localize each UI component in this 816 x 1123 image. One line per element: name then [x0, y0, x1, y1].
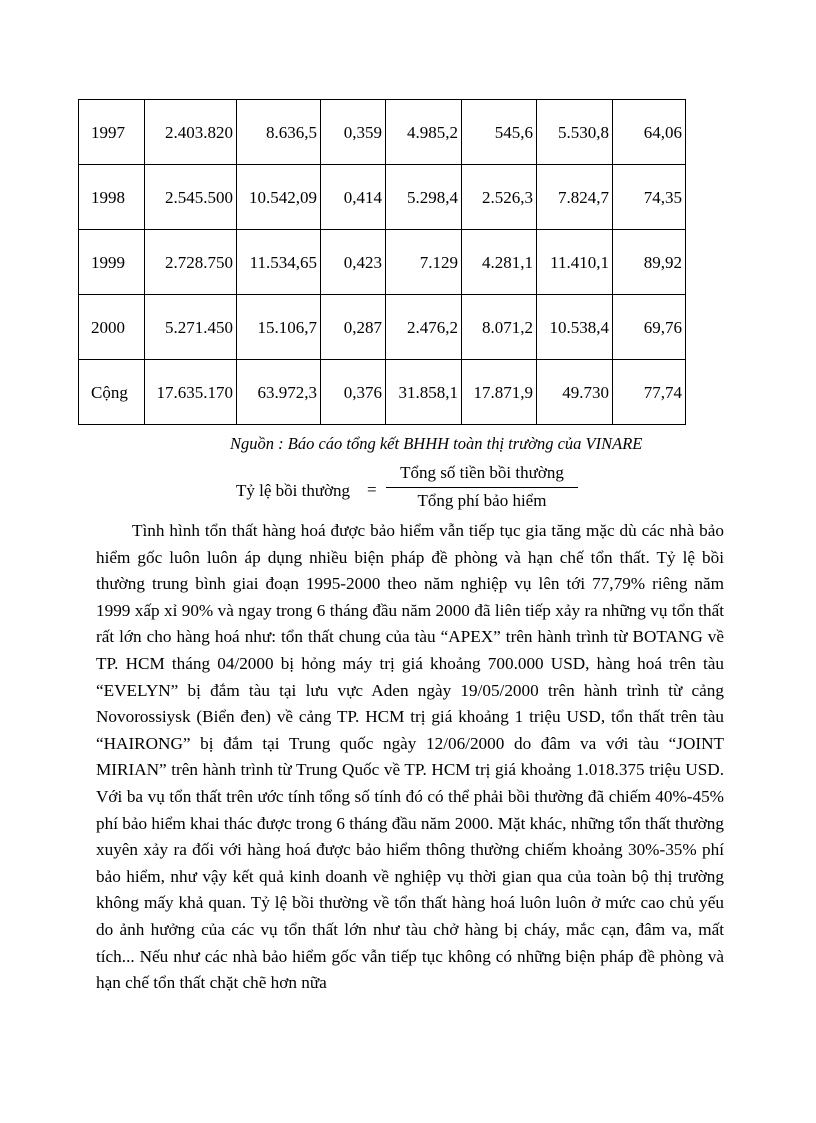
table-cell: 10.542,09	[237, 165, 321, 230]
table-cell: 49.730	[537, 360, 613, 425]
formula-fraction	[386, 463, 578, 511]
formula-numerator: Tổng số tiền bồi thường	[400, 463, 564, 482]
table-row	[79, 230, 686, 295]
table-cell: 7.824,7	[537, 165, 613, 230]
table-cell: 0,287	[321, 295, 386, 360]
table-row	[79, 165, 686, 230]
source-note: Nguồn : Báo cáo tổng kết BHHH toàn thị trường của VINARE	[230, 434, 643, 453]
table-cell: 15.106,7	[237, 295, 321, 360]
table-cell: 0,414	[321, 165, 386, 230]
table-cell: 5.271.450	[145, 295, 237, 360]
table-cell: 4.281,1	[462, 230, 537, 295]
total-label-cell: Cộng	[79, 360, 145, 425]
table-cell: 64,06	[613, 100, 686, 165]
year-cell: 1999	[79, 230, 145, 295]
table-cell: 2.476,2	[386, 295, 462, 360]
table-cell: 77,74	[613, 360, 686, 425]
table-cell: 5.298,4	[386, 165, 462, 230]
table-cell: 17.871,9	[462, 360, 537, 425]
table-cell: 4.985,2	[386, 100, 462, 165]
table-cell: 0,359	[321, 100, 386, 165]
table-row-total	[79, 360, 686, 425]
formula-denominator: Tổng phí bảo hiểm	[417, 491, 547, 510]
table-cell: 8.071,2	[462, 295, 537, 360]
formula-equals: =	[367, 480, 377, 499]
table-cell: 2.545.500	[145, 165, 237, 230]
year-cell: 1998	[79, 165, 145, 230]
table-cell: 69,76	[613, 295, 686, 360]
table-cell: 5.530,8	[537, 100, 613, 165]
table-cell: 7.129	[386, 230, 462, 295]
statistics-table	[78, 99, 686, 425]
table-cell: 11.534,65	[237, 230, 321, 295]
table-cell: 11.410,1	[537, 230, 613, 295]
table-cell: 10.538,4	[537, 295, 613, 360]
table-cell: 63.972,3	[237, 360, 321, 425]
formula-label: Tỷ lệ bồi thường	[236, 481, 351, 500]
table-cell: 74,35	[613, 165, 686, 230]
year-cell: 1997	[79, 100, 145, 165]
table-cell: 8.636,5	[237, 100, 321, 165]
body-paragraph: Tình hình tổn thất hàng hoá được bảo hiểm vẫn tiếp tục gia tăng mặc dù các nhà bảo hiểm gốc luôn luôn áp dụng nhiều biện pháp đề phòng và hạn chế tổn thất. Tỷ lệ bồi thường trung bình giai đoạn 1995-2000 theo năm nghiệp vụ lên tới 77,79% riêng năm 1999 xấp xỉ 90% và ngay trong 6 tháng đầu năm 2000 đã liên tiếp xảy ra những vụ tổn thất rất lớn cho hàng hoá như: tổn thất chung của tàu “APEX” trên hành trình từ BOTANG về TP. HCM tháng 04/2000 bị hỏng máy trị giá khoảng 700.000 USD, hàng hoá trên tàu “EVELYN” bị đắm tàu tại lưu vực Aden ngày 19/05/2000 trên hành trình từ cảng Novorossiysk (Biển đen) về cảng TP. HCM trị giá khoảng 1 triệu USD, tổn thất trên tàu “HAIRONG” bị đắm tại Trung quốc ngày 12/06/2000 do đâm va với tàu “JOINT MIRIAN” trên hành trình từ Trung Quốc về TP. HCM trị giá khoảng 1.018.375 triệu USD. Với ba vụ tổn thất trên ước tính tổng số tính đó có thể phải bồi thường đã chiếm 40%-45% phí bảo hiểm khai thác được trong 6 tháng đầu năm 2000. Mặt khác, những tổn thất thường xuyên xảy ra đối với hàng hoá được bảo hiểm thông thường chiếm khoảng 30%-35% phí bảo hiểm, như vậy kết quả kinh doanh về nghiệp vụ thời gian qua của toàn bộ thị trường không mấy khả quan. Tỷ lệ bồi thường về tổn thất hàng hoá luôn luôn ở mức cao chủ yếu do ảnh hưởng của các vụ tổn thất lớn như tàu chở hàng bị cháy, mắc cạn, đâm va, mất tích... Nếu như các nhà bảo hiểm gốc vẫn tiếp tục không có những biện pháp đề phòng và hạn chế tổn thất chặt chẽ hơn nữa	[96, 521, 724, 993]
table-cell: 2.526,3	[462, 165, 537, 230]
table-cell: 545,6	[462, 100, 537, 165]
table-cell: 0,423	[321, 230, 386, 295]
table-cell: 2.728.750	[145, 230, 237, 295]
table-cell: 89,92	[613, 230, 686, 295]
table-cell: 2.403.820	[145, 100, 237, 165]
table-row	[79, 295, 686, 360]
year-cell: 2000	[79, 295, 145, 360]
table-cell: 31.858,1	[386, 360, 462, 425]
table-row	[79, 100, 686, 165]
table-cell: 0,376	[321, 360, 386, 425]
table-cell: 17.635.170	[145, 360, 237, 425]
